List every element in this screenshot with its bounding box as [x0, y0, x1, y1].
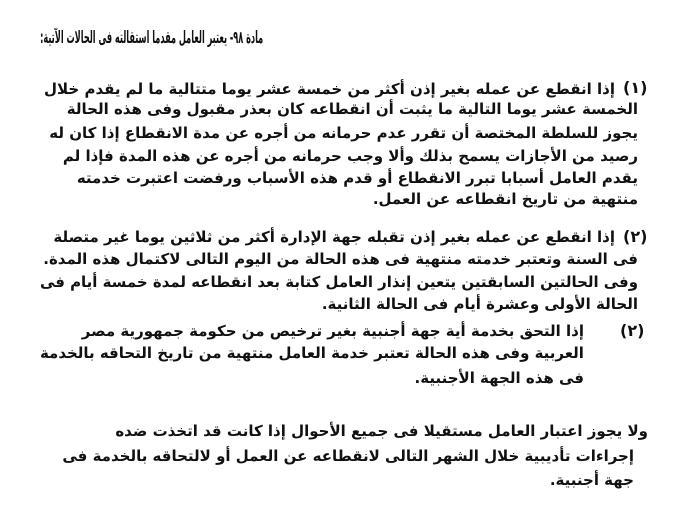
- clause-1-line-5: يقدم العامل أسبابا تبرر الانقطاع أو قدم هذه الأسباب ورفضت اعتبرت خدمته: [76, 169, 638, 187]
- clause-2-line-2: فى السنة وتعتبر خدمته منتهية فى هذه الحالة من اليوم التالى لاكتمال هذه المدة.: [43, 250, 638, 268]
- clause-3-number: (٢): [620, 321, 645, 340]
- closing-line-3: جهة أجنبية.: [549, 471, 634, 489]
- clause-1-line-1: إذا انقطع عن عمله بغير إذن أكثر من خمسة عشر يوما متتالية ما لم يقدم خلال: [44, 80, 615, 98]
- clause-3-line-3: فى هذه الجهة الأجنبية.: [414, 369, 584, 387]
- clause-1-line-6: منتهية من تاريخ انقطاعه عن العمل.: [372, 190, 638, 208]
- closing-line-1: ولا يجوز اعتبار العامل مستقيلا فى جميع الأحوال إذا كانت قد اتخذت ضده: [115, 422, 648, 440]
- clause-1-line-4: رصيد من الأجازات يسمح بذلك وألا وجب حرمانه من أجره عن هذه المدة فإذا لم: [62, 147, 638, 165]
- closing-line-2: إجراءات تأديبية خلال الشهر التالى لانقطاعه عن العمل أو لالتحاقه بالخدمة فى: [62, 447, 634, 465]
- clause-1-number: (١): [623, 78, 648, 97]
- clause-2-line-3: وفى الحالتين السابقتين يتعين إنذار العامل كتابة بعد انقطاعه لمدة خمسة أيام فى: [39, 273, 638, 291]
- clause-2-line-4: الحالة الأولى وعشرة أيام فى الحالة الثانية.: [321, 295, 638, 313]
- clause-2-number: (٢): [623, 227, 648, 246]
- clause-1-line-3: يجوز للسلطة المختصة أن تقرر عدم حرمانه من أجره عن مدة الانقطاع إذا كان له: [49, 124, 638, 142]
- clause-3-line-1: إذا التحق بخدمة أية جهة أجنبية بغير ترخيص من حكومة جمهورية مصر: [81, 322, 584, 340]
- clause-3-line-2: العربية وفى هذه الحالة تعتبر خدمة العامل منتهية من تاريخ التحاقه بالخدمة: [40, 344, 584, 362]
- clause-1-line-2: الخمسة عشر يوما التالية ما يثبت أن انقطاعه كان بعذر مقبول وفى هذه الحالة: [66, 100, 638, 118]
- article-title: مادة ٩٨- يعتبر العامل مقدما استقالته فى الحالات الآتية:: [39, 28, 263, 48]
- clause-2-line-1: إذا انقطع عن عمله بغير إذن تقبله جهة الإدارة أكثر من ثلاثين يوما غير متصلة: [53, 228, 615, 246]
